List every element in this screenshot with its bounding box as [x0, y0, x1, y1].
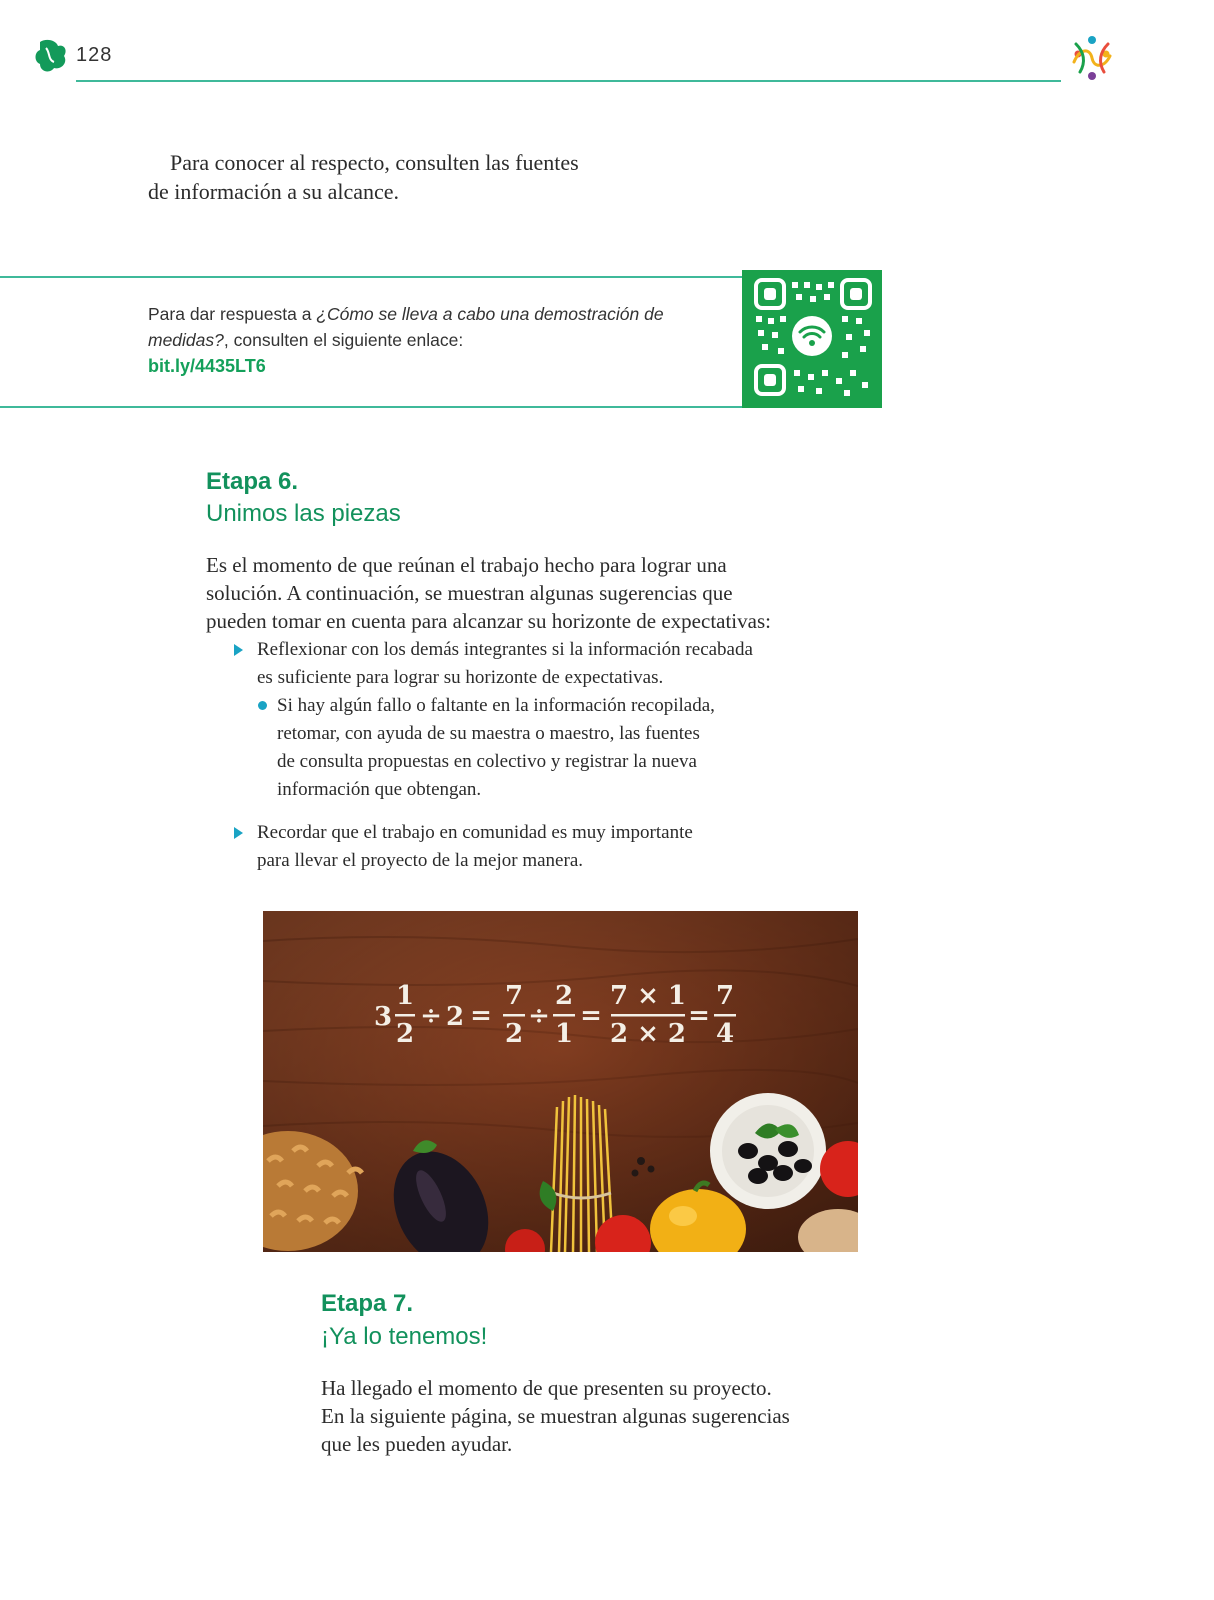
eq-denominator: 4: [715, 1019, 735, 1049]
bullet-triangle-icon: [234, 827, 243, 839]
stage6-paragraph: [206, 551, 826, 635]
stage6-title: Etapa 6.: [206, 468, 299, 495]
qr-code[interactable]: [742, 270, 882, 408]
bullet-line: Reflexionar con los demás integrantes si la información recabada: [257, 639, 753, 660]
page-number: 128: [76, 44, 113, 66]
bullet-item: [257, 636, 817, 692]
bullet-dot-icon: [258, 701, 267, 710]
bullet-line: es suficiente para lograr su horizonte de expectativas.: [257, 667, 664, 688]
eq-equals: =: [470, 1001, 492, 1031]
header-divider: [76, 80, 1061, 82]
stage7-paragraph: [321, 1374, 861, 1458]
eq-equals: =: [580, 1001, 602, 1031]
eq-numerator: 7: [504, 981, 524, 1011]
bullet-line: Recordar que el trabajo en comunidad es muy importante: [257, 822, 693, 843]
eq-denominator: 1: [554, 1019, 574, 1049]
qr-code-icon: [742, 270, 882, 408]
community-logo-icon: [1066, 32, 1118, 84]
bullet-line: de consulta propuestas en colectivo y registrar la nueva: [277, 751, 697, 772]
stage7-title: Etapa 7.: [321, 1290, 414, 1317]
stage7-subtitle: ¡Ya lo tenemos!: [321, 1323, 488, 1350]
olive-plate: [710, 1093, 826, 1209]
paragraph-line: Es el momento de que reúnan el trabajo hecho para lograr una: [206, 553, 727, 577]
eq-divide: ÷: [420, 1001, 442, 1031]
bullet-triangle-icon: [234, 644, 243, 656]
bullet-line: para llevar el proyecto de la mejor manera.: [257, 850, 583, 871]
paragraph-line: En la siguiente página, se muestran algunas sugerencias: [321, 1404, 790, 1428]
link-box-prefix: Para dar respuesta a: [148, 304, 317, 324]
paragraph-line: solución. A continuación, se muestran algunas sugerencias que: [206, 581, 733, 605]
eq-numerator: 7: [715, 981, 735, 1011]
intro-line: de información a su alcance.: [148, 179, 400, 204]
eq-numerator: 2: [554, 981, 574, 1011]
paragraph-line: que les pueden ayudar.: [321, 1432, 513, 1456]
bullet-line: información que obtengan.: [277, 779, 482, 800]
link-box-bottom-border: [0, 406, 745, 408]
bullet-item: [257, 819, 817, 875]
link-box-suffix: , consulten el siguiente enlace:: [223, 330, 464, 350]
bullet-line: retomar, con ayuda de su maestra o maestro, las fuentes: [277, 723, 700, 744]
paragraph-line: pueden tomar en cuenta para alcanzar su horizonte de expectativas:: [206, 609, 771, 633]
eq-denominator: 2: [395, 1019, 415, 1049]
eq-whole: 3: [373, 1002, 393, 1032]
sub-bullet-item: [277, 692, 817, 804]
link-box-question: ¿Cómo se lleva a cabo una demostración de medidas?: [148, 304, 664, 350]
eq-numerator: 1: [395, 981, 415, 1011]
eq-denominator: 2 × 2: [609, 1019, 687, 1049]
eq-divide: ÷: [528, 1001, 550, 1031]
eq-numerator: 7 × 1: [609, 981, 687, 1011]
intro-line: Para conocer al respecto, consulten las fuentes: [170, 150, 579, 175]
link-box-text: [148, 301, 728, 379]
intro-paragraph: [148, 148, 618, 206]
resource-link[interactable]: bit.ly/4435LT6: [148, 356, 266, 376]
stage6-subtitle: Unimos las piezas: [206, 500, 401, 527]
eq-number: 2: [445, 1002, 465, 1032]
link-box-top-border: [0, 276, 745, 278]
paragraph-line: Ha llegado el momento de que presenten su proyecto.: [321, 1376, 772, 1400]
eq-denominator: 2: [504, 1019, 524, 1049]
food-photo: [263, 911, 858, 1252]
eq-equals: =: [688, 1001, 710, 1031]
book-logo-icon: [34, 38, 68, 74]
bullet-line: Si hay algún fallo o faltante en la información recopilada,: [277, 695, 715, 716]
